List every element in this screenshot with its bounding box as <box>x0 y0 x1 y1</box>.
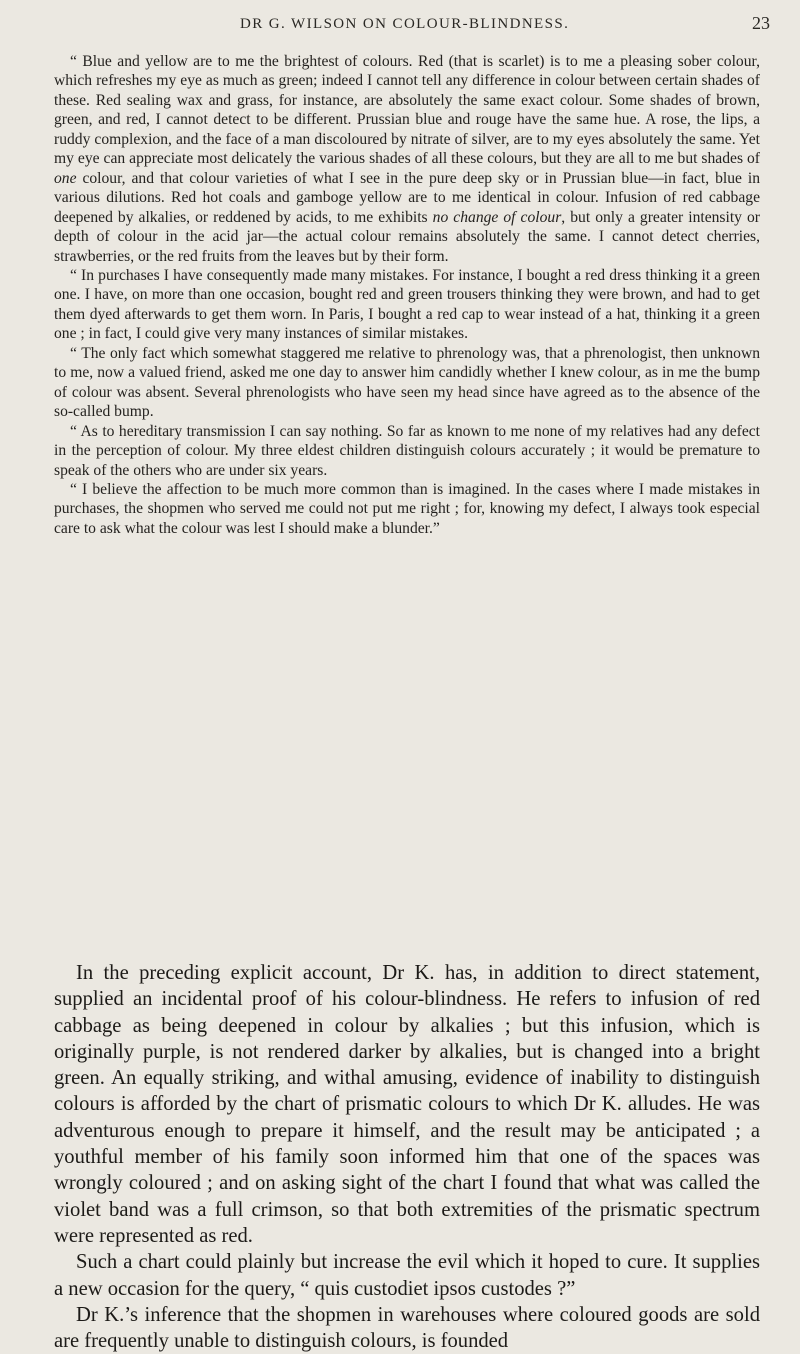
main-paragraph-chart: Such a chart could plainly but increase the evil which it hoped to cure. It supplies a new occasion for the query, “ quis custodiet ipsos custodes ?” <box>54 1251 760 1300</box>
quoted-paragraph-purchases: “ In purchases I have consequently made many mistakes. For instance, I bought a red dress thinking it a green one. I have, on more than one occasion, bought red and green trousers thinking they were brown, and had to get them dyed afterwards to get them worn. In Paris, I bought a red cap to wear instead of a hat, thinking it a green one ; in fact, I could give very many instances of similar mistakes. <box>54 266 760 343</box>
main-paragraph-account: In the preceding explicit account, Dr K. has, in addition to direct statement, supplied an incidental proof of his colour-blindness. He refers to infusion of red cabbage as being deepened in colour by alkalies ; but this infusion, which is originally purple, is not rendered darker by alkalies, but is changed into a bright green. An equally striking, and withal amusing, evidence of inability to distinguish colours is afforded by the chart of prismatic colours to which Dr K. alludes. He was adventurous enough to prepare it himself, and the result may be anticipated ; a youthful member of his family soon informed him that one of the spaces was wrongly coloured ; and on asking sight of the chart I found that what was called the violet band was a full crimson, so that both extremities of the prismatic spectrum were represented as red. <box>54 962 760 1247</box>
main-paragraph-inference: Dr K.’s inference that the shopmen in warehouses where coloured goods are sold are frequently unable to distinguish colours, is founded <box>54 1303 760 1353</box>
quoted-paragraph-phrenology: “ The only fact which somewhat staggered me relative to phrenology was, that a phrenologist, then unknown to me, now a valued friend, asked me one day to answer him candidly whether I knew colour, as in me the bump of colour was absent. Several phrenologists who have seen my head since have agreed as to the absence of the so-called bump. <box>54 344 760 421</box>
quoted-paragraph-shopmen: “ I believe the affection to be much more common than is imagined. In the cases where I made mistakes in purchases, the shopmen who served me could not put me right ; for, knowing my defect, I always took especial care to ask what the colour was lest I should make a blunder.” <box>54 480 760 537</box>
emphasis-one: one <box>54 169 77 187</box>
quoted-text-segment: “ Blue and yellow are to me the brightest of colours. Red (that is scarlet) is to me a pleasing sober colour, which refreshes my eye as much as green; indeed I cannot tell any difference in colour between certain shades of these. Red sealing wax and grass, for instance, are absolutely the same exact colour. Some shades of brown, green, and red, I cannot detect to be different. Prussian blue and rouge have the same hue. A rose, the lips, a ruddy complexion, and the face of a man discoloured by nitrate of silver, are to my eyes absolutely the same. Yet my eye can appreciate most delicately the various shades of all these colours, but they are all to me but shades of <box>54 53 760 168</box>
running-head <box>0 8 800 38</box>
emphasis-no-change: no change of colour <box>432 208 562 226</box>
page-number: 23 <box>752 13 770 33</box>
quoted-letter <box>54 52 760 538</box>
main-text <box>54 960 760 1354</box>
quoted-text-segment: colour, and that colour varieties of what I see in the pure deep sky or in Prussian blue—in fact, blue in various dilutions. Red hot coals and gamboge yellow are to me identical in colour. Infusion of red cabbage deepened by alkalies, or reddened by acids, to me exhibits <box>54 169 760 226</box>
quoted-paragraph-colours <box>54 52 760 266</box>
quoted-paragraph-heredity: “ As to hereditary transmission I can say nothing. So far as known to me none of my relatives had any defect in the perception of colour. My three eldest children distinguish colours accurately ; it would be premature to speak of the others who are under six years. <box>54 422 760 479</box>
quoted-text-segment: , but only a greater intensity or depth of colour in the acid jar—the actual colour remains absolutely the same. I cannot detect cherries, strawberries, or the red fruits from the leaves but by their form. <box>54 208 760 265</box>
running-title: DR G. WILSON ON COLOUR-BLINDNESS. <box>240 16 570 32</box>
